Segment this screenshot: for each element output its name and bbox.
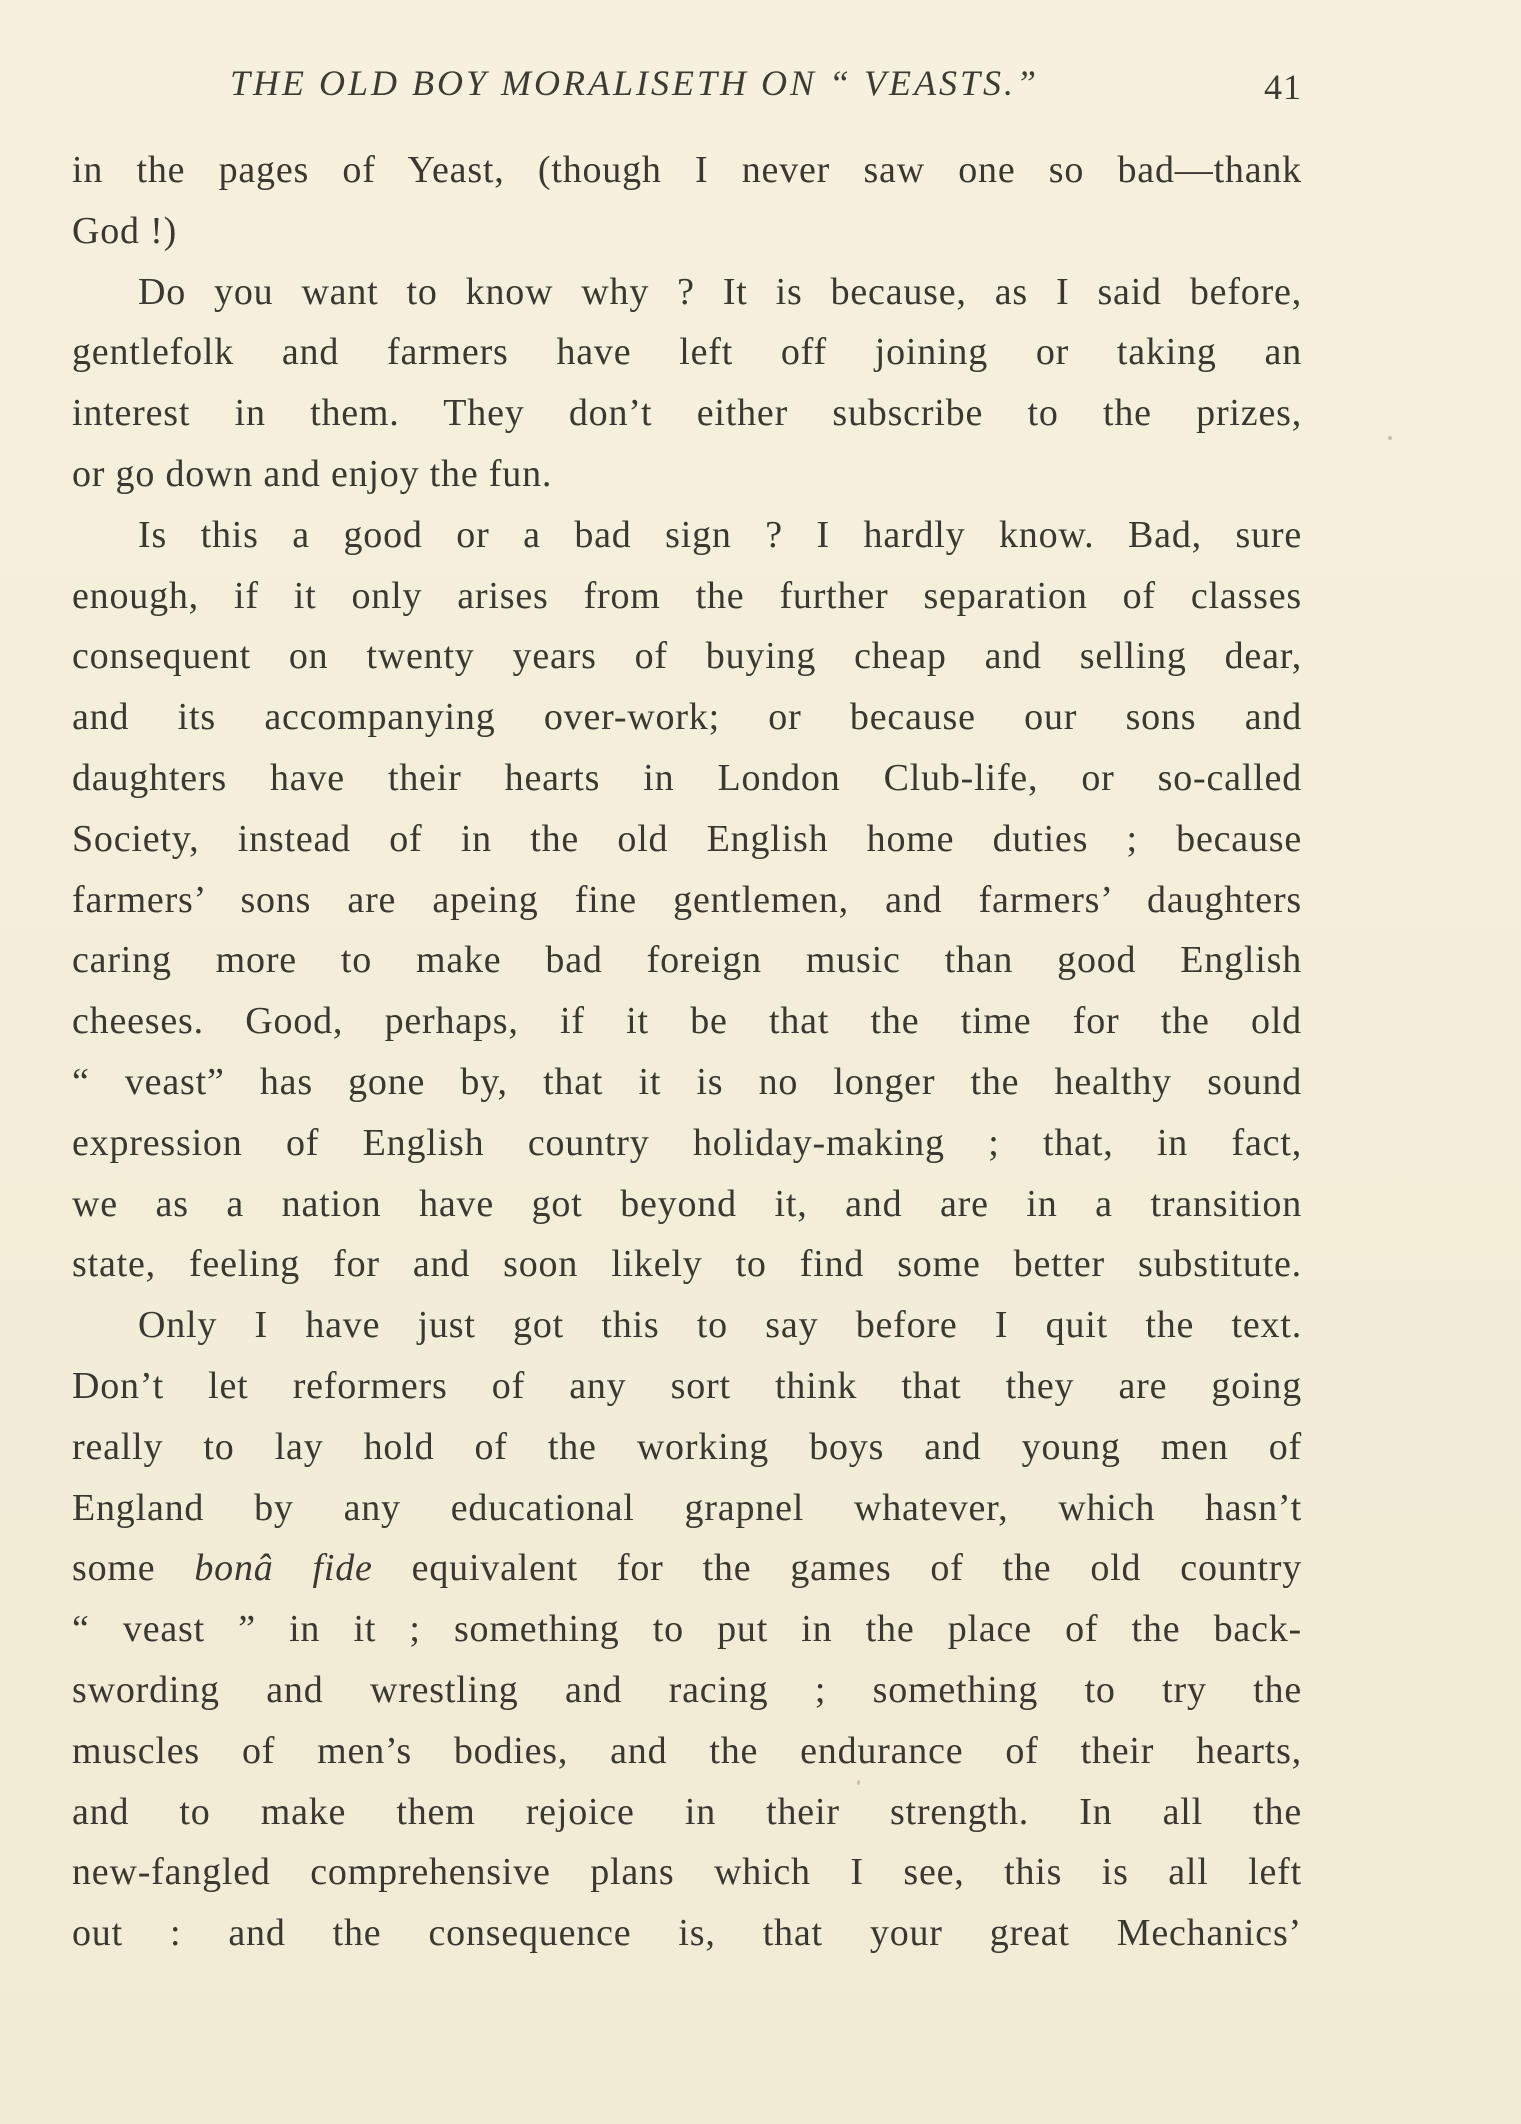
text-line: Don’t let reformers of any sort think that they are going (72, 1364, 1302, 1407)
running-header (72, 62, 1302, 112)
text-line: really to lay hold of the working boys and young men of (72, 1425, 1302, 1468)
text-line: England by any educational grapnel whatever, which hasn’t (72, 1486, 1302, 1529)
text-line: farmers’ sons are apeing fine gentlemen, and farmers’ daughters (72, 878, 1302, 921)
text-line: God !) (72, 209, 178, 252)
body-text (72, 140, 1302, 1964)
text-line: and to make them rejoice in their strength. In all the (72, 1790, 1302, 1833)
text-line: out : and the consequence is, that your great Mechanics’ (72, 1912, 1302, 1955)
text-line: gentlefolk and farmers have left off joining or taking an (72, 331, 1302, 374)
text-line: we as a nation have got beyond it, and are in a transition (72, 1182, 1302, 1225)
text-line: cheeses. Good, perhaps, if it be that the time for the old (72, 1000, 1302, 1043)
text-line: Is this a good or a bad sign ? I hardly know. Bad, sure (138, 513, 1302, 556)
text-line: “ veast” has gone by, that it is no longer the healthy sound (72, 1060, 1302, 1103)
text-line: and its accompanying over-work; or because our sons and (72, 696, 1302, 739)
paper-speck (1388, 436, 1392, 440)
text-line: in the pages of Yeast, (though I never saw one so bad—thank (72, 149, 1302, 191)
text-segment: equivalent for the games of the old country (372, 1547, 1302, 1590)
italic-phrase: bonâ fide (194, 1547, 373, 1590)
text-line: Society, instead of in the old English home duties ; because (72, 817, 1302, 860)
text-line: expression of English country holiday-making ; that, in fact, (72, 1121, 1302, 1164)
text-line: new-fangled comprehensive plans which I see, this is all left (72, 1851, 1302, 1894)
text-line: caring more to make bad foreign music than good English (72, 939, 1302, 982)
text-line: or go down and enjoy the fun. (72, 452, 553, 495)
text-line: Do you want to know why ? It is because, as I said before, (138, 270, 1302, 313)
page-number: 41 (1264, 67, 1302, 107)
text-line: interest in them. They don’t either subscribe to the prizes, (72, 392, 1302, 435)
text-line: daughters have their hearts in London Club-life, or so-called (72, 756, 1302, 799)
text-line: state, feeling for and soon likely to find some better substitute. (72, 1243, 1302, 1286)
text-line: muscles of men’s bodies, and the endurance of their hearts, (72, 1729, 1302, 1772)
text-line: “ veast ” in it ; something to put in the place of the back- (72, 1608, 1302, 1651)
text-line: swording and wrestling and racing ; something to try the (72, 1668, 1302, 1711)
text-segment: some (72, 1547, 195, 1590)
paper-speck (857, 1780, 860, 1785)
text-line (72, 1538, 1302, 1599)
text-line: consequent on twenty years of buying cheap and selling dear, (72, 635, 1302, 678)
text-line: enough, if it only arises from the further separation of classes (72, 574, 1302, 617)
running-title: THE OLD BOY MORALISETH ON “ VEASTS.” (230, 63, 1040, 103)
text-line: Only I have just got this to say before I quit the text. (138, 1304, 1302, 1347)
